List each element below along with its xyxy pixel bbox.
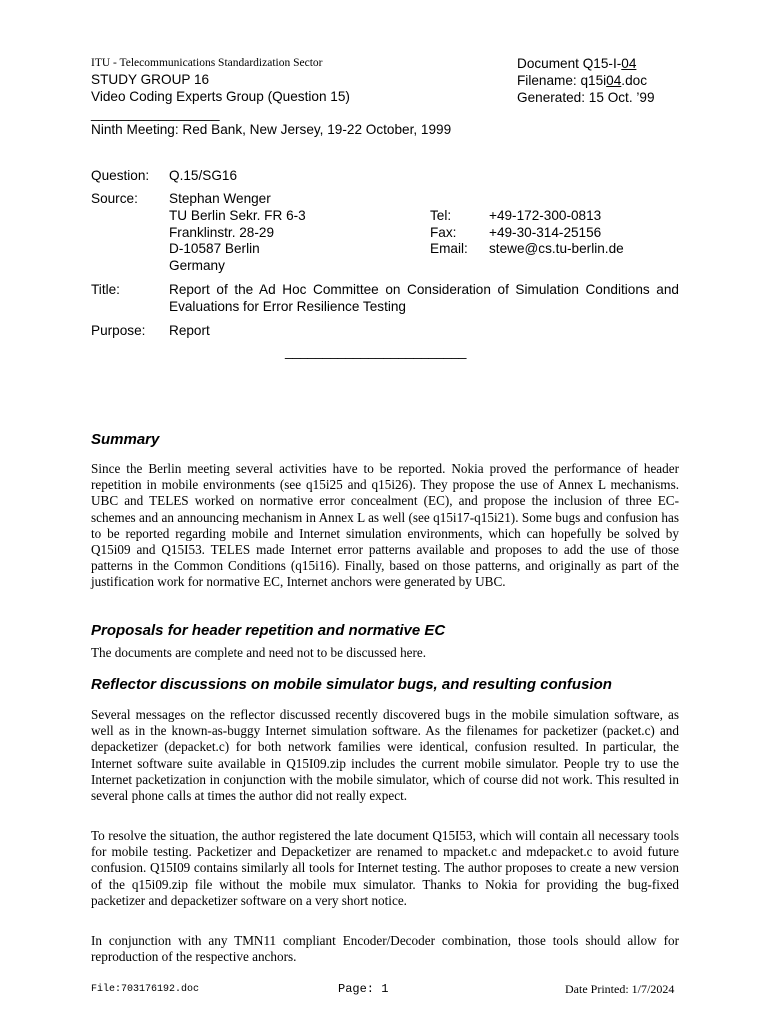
header-rule: ________________________ [285, 344, 467, 359]
email-value: stewe@cs.tu-berlin.de [489, 241, 624, 256]
reflector-heading: Reflector discussions on mobile simulator bugs, and resulting confusion [91, 676, 612, 693]
footer-page: Page: 1 [338, 982, 389, 996]
study-group: STUDY GROUP 16 [91, 72, 210, 87]
header-separator: _________________ [91, 106, 220, 121]
title-value: Report of the Ad Hoc Committee on Consideration of Simulation Conditions and Evaluations for Error Resilience Testing [169, 282, 679, 314]
footer-date: Date Printed: 1/7/2024 [565, 982, 675, 996]
source-label: Source: [91, 191, 138, 206]
tel-label: Tel: [430, 208, 452, 223]
proposals-heading: Proposals for header repetition and normative EC [91, 622, 446, 639]
question-label: Question: [91, 168, 150, 183]
fax-value: +49-30-314-25156 [489, 225, 602, 240]
proposals-paragraph: The documents are complete and need not to be discussed here. [91, 645, 427, 660]
footer-file: File:703176192.doc [91, 984, 200, 995]
summary-heading: Summary [91, 431, 160, 448]
source-address-line: Franklinstr. 28-29 [169, 225, 275, 240]
meeting-line: Ninth Meeting: Red Bank, New Jersey, 19-22 October, 1999 [91, 122, 452, 137]
document-label: Document Q15-I- [517, 56, 622, 71]
filename-label: Filename: q15i [517, 73, 607, 88]
tel-value: +49-172-300-0813 [489, 208, 602, 223]
reflector-paragraph-1: Several messages on the reflector discussed recently discovered bugs in the mobile simulation software, as well as in the known-as-buggy Internet simulation software. As the filenames for packetizer (packet.c) and depacketizer (depacket.c) for both network families were identical, confusion resulted. In particular, the Internet software suite available in Q15I09.zip includes the current mobile simulator. People try to use the Internet packetization in conjunction with the mobile simulator, which of course did not work. This resulted in several phone calls at times the author did not really expect. [91, 707, 679, 804]
purpose-label: Purpose: [91, 323, 146, 338]
email-label: Email: [430, 241, 468, 256]
filename-number: 04 [606, 73, 622, 88]
fax-label: Fax: [430, 225, 457, 240]
source-address-line: D-10587 Berlin [169, 241, 260, 256]
sector-line: ITU - Telecommunications Standardization Sector [91, 57, 323, 69]
reflector-paragraph-3: In conjunction with any TMN11 compliant Encoder/Decoder combination, those tools should allow for reproduction of the respective anchors. [91, 933, 679, 965]
group-name: Video Coding Experts Group (Question 15) [91, 89, 350, 104]
filename-extension: .doc [621, 73, 647, 88]
source-address-line: TU Berlin Sekr. FR 6-3 [169, 208, 306, 223]
source-country: Germany [169, 258, 225, 273]
generated-date: Generated: 15 Oct. ’99 [517, 90, 655, 105]
reflector-paragraph-2: To resolve the situation, the author registered the late document Q15I53, which will contain all necessary tools for mobile testing. Packetizer and Depacketizer are renamed to mpacket.c and mdepacket.c to avoid future confusion. Q15I09 contains similarly all tools for Internet testing. The author proposes to create a new version of the q15i09.zip file without the mobile mux simulator. Thanks to Nokia for providing the bug-fixed packetizer and depacketizer software on a very short notice. [91, 828, 679, 908]
filename [517, 72, 647, 89]
summary-paragraph: Since the Berlin meeting several activities have to be reported. Nokia proved the performance of header repetition in mobile environments (see q15i25 and q15i26). They propose the use of Annex L mechanisms. UBC and TELES worked on normative error concealment (EC), and propose the inclusion of three EC-schemes and an announcing mechanism in Annex L as well (see q15i17-q15i21). Some bugs and confusion has to be reported regarding mobile and Internet simulation environments, which can hopefully be solved by Q15i09 and Q15I53. TELES made Internet error patterns available and proposes to add the use of those patterns in the Common Conditions (q15i16). Finally, based on those patterns, and originally as part of the justification work for normative EC, Internet anchors were generated by UBC. [91, 461, 679, 590]
title-label: Title: [91, 282, 120, 297]
question-value: Q.15/SG16 [169, 168, 238, 183]
document-number-value: 04 [621, 56, 637, 71]
source-name: Stephan Wenger [169, 191, 271, 206]
document-number [517, 55, 636, 72]
purpose-value: Report [169, 323, 210, 338]
